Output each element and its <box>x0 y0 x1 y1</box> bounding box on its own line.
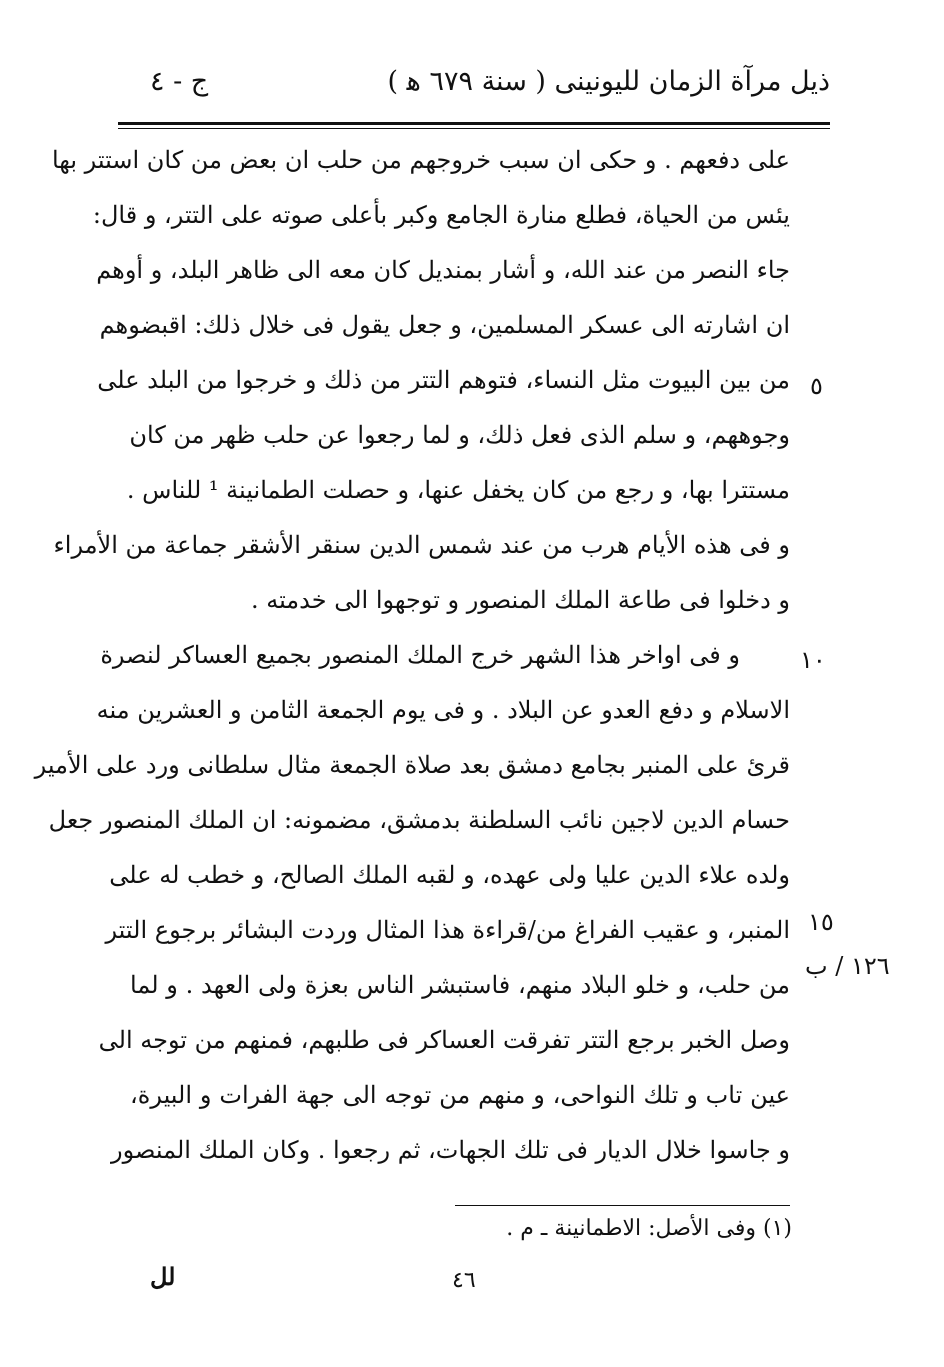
text-line: ولده علاء الدين عليا ولى عهده، و لقبه الملك الصالح، و خطب له على <box>109 861 790 889</box>
footnote-rule <box>455 1205 790 1206</box>
running-header <box>120 66 830 110</box>
text-line: وصل الخبر برجع التتر تفرقت العساكر فى طلبهم، فمنهم من توجه الى <box>98 1026 790 1054</box>
line-number-10: ١٠ <box>800 646 826 674</box>
text-line: عين تاب و تلك النواحى، و منهم من توجه الى جهة الفرات و البيرة، <box>130 1081 790 1109</box>
text-line: و دخلوا فى طاعة الملك المنصور و توجهوا الى خدمته . <box>250 586 790 614</box>
text-line: الاسلام و دفع العدو عن البلاد . و فى يوم الجمعة الثامن و العشرين منه <box>96 696 790 724</box>
line-number-15: ١٥ <box>808 908 834 936</box>
manuscript-folio-marker: ١٢٦ / ب <box>805 952 890 980</box>
text-line: جاء النصر من عند الله، و أشار بمنديل كان معه الى ظاهر البلد، و أوهم <box>96 256 790 284</box>
text-line: و فى هذه الأيام هرب من عند شمس الدين سنقر الأشقر جماعة من الأمراء <box>53 531 790 559</box>
text-line: و فى اواخر هذا الشهر خرج الملك المنصور بجميع العساكر لنصرة <box>100 641 740 669</box>
text-line: على دفعهم . و حكى ان سبب خروجهم من حلب ان بعض من كان استتر بها <box>51 146 790 174</box>
text-line: مستترا بها، و رجع من كان يخفل عنها، و حصلت الطمانينة ¹ للناس . <box>126 476 790 504</box>
text-line: و جاسوا خلال الديار فى تلك الجهات، ثم رجعوا . وكان الملك المنصور <box>111 1136 790 1164</box>
text-line: قرئ على المنبر بجامع دمشق بعد صلاة الجمعة مثال سلطانى ورد على الأمير <box>34 751 790 779</box>
page-number: ٤٦ <box>452 1268 476 1293</box>
text-line: وجوههم، و سلم الذى فعل ذلك، و لما رجعوا عن حلب ظهر من كان <box>129 421 790 449</box>
text-line: حسام الدين لاجين نائب السلطنة بدمشق، مضمونه: ان الملك المنصور جعل <box>48 806 790 834</box>
text-line: يئس من الحياة، فطلع منارة الجامع وكبر بأعلى صوته على التتر، و قال: <box>92 201 790 229</box>
printer-signature-mark: لل <box>150 1262 176 1291</box>
text-line: المنبر، و عقيب الفراغ من/قراءة هذا المثال وردت البشائر برجوع التتر <box>105 916 790 944</box>
header-rule-thick <box>118 122 830 125</box>
text-line: ان اشارته الى عسكر المسلمين، و جعل يقول فى خلال ذلك: اقبضوهم <box>99 311 790 339</box>
text-line: من بين البيوت مثل النساء، فتوهم التتر من ذلك و خرجوا من البلد على <box>97 366 790 394</box>
line-number-5: ٥ <box>810 372 823 400</box>
main-text <box>34 133 790 1178</box>
book-title: ذيل مرآة الزمان لليونينى ( سنة ٦٧٩ ﻫ ) <box>387 66 830 97</box>
text-line: من حلب، و خلو البلاد منهم، فاستبشر الناس بعزة ولى العهد . و لما <box>130 971 790 999</box>
header-rule-thin <box>118 128 830 129</box>
footnote: (١) وفى الأصل: الاطمانينة ـ م . <box>506 1216 792 1241</box>
volume-label: ج - ٤ <box>150 66 209 97</box>
